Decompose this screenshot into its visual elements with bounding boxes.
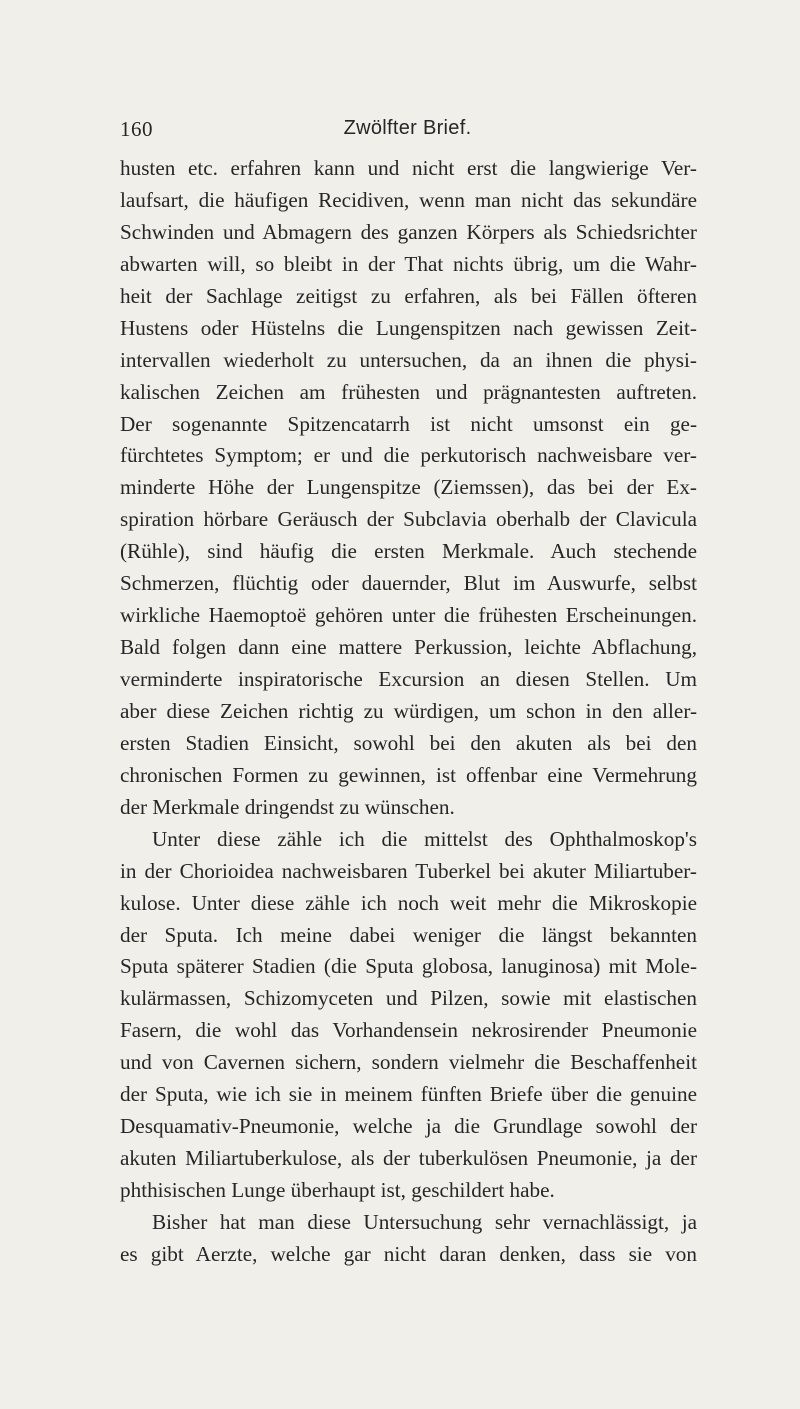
- text-line: der Sputa. Ich meine dabei weniger die längst bekannten: [120, 922, 697, 947]
- text-line: kulärmassen, Schizomyceten und Pilzen, sowie mit elastischen: [120, 986, 697, 1011]
- text-line: intervallen wiederholt zu untersuchen, da an ihnen die physi-: [120, 347, 697, 372]
- text-line: verminderte inspiratorische Excursion an diesen Stellen. Um: [120, 667, 697, 691]
- text-line: Fasern, die wohl das Vorhandensein nekrosirender Pneumonie: [120, 1018, 697, 1043]
- text-line: spiration hörbare Geräusch der Subclavia oberhalb der Clavicula: [120, 507, 697, 532]
- text-line: Bald folgen dann eine mattere Perkussion, leichte Abflachung,: [120, 635, 697, 660]
- running-head: [120, 117, 695, 149]
- text-line: ersten Stadien Einsicht, sowohl bei den akuten als bei den: [120, 730, 697, 755]
- text-line: laufsart, die häufigen Recidiven, wenn man nicht das sekundäre: [120, 187, 697, 212]
- text-line: Schmerzen, flüchtig oder dauernder, Blut im Auswurfe, selbst: [120, 571, 697, 596]
- text-line: kulose. Unter diese zähle ich noch weit mehr die Mikroskopie: [120, 890, 697, 915]
- text-line: in der Chorioidea nachweisbaren Tuberkel bei akuter Miliartuber-: [120, 858, 697, 883]
- page-number: 160: [120, 117, 153, 141]
- text-line: Unter diese zähle ich die mittelst des Ophthalmoskop's: [152, 826, 697, 851]
- text-line: fürchtetes Symptom; er und die perkutorisch nachweisbare ver-: [120, 443, 697, 468]
- text-line: es gibt Aerzte, welche gar nicht daran denken, dass sie von: [120, 1241, 697, 1266]
- text-line: Sputa späterer Stadien (die Sputa globosa, lanuginosa) mit Mole-: [120, 954, 697, 979]
- text-line: akuten Miliartuberkulose, als der tuberkulösen Pneumonie, ja der: [120, 1146, 697, 1171]
- text-line: aber diese Zeichen richtig zu würdigen, um schon in den aller-: [120, 698, 697, 723]
- text-line: kalischen Zeichen am frühesten und prägnantesten auftreten.: [120, 379, 697, 404]
- text-line: (Rühle), sind häufig die ersten Merkmale. Auch stechende: [120, 539, 697, 564]
- text-line: der Merkmale dringendst zu wünschen.: [120, 794, 455, 819]
- text-line: Der sogenannte Spitzencatarrh ist nicht umsonst ein ge-: [120, 411, 697, 436]
- text-line: Bisher hat man diese Untersuchung sehr vernachlässigt, ja: [152, 1209, 697, 1234]
- text-line: phthisischen Lunge überhaupt ist, geschildert habe.: [120, 1178, 555, 1202]
- chapter-title: Zwölfter Brief.: [343, 117, 472, 139]
- text-line: abwarten will, so bleibt in der That nichts übrig, um die Wahr-: [120, 251, 697, 276]
- text-line: und von Cavernen sichern, sondern vielmehr die Beschaffenheit: [120, 1050, 697, 1075]
- body-text: [120, 153, 697, 1271]
- text-line: Hustens oder Hüstelns die Lungenspitzen nach gewissen Zeit-: [120, 315, 697, 340]
- text-line: wirkliche Haemoptoë gehören unter die frühesten Erscheinungen.: [120, 603, 697, 628]
- text-line: der Sputa, wie ich sie in meinem fünften Briefe über die genuine: [120, 1082, 697, 1107]
- text-line: chronischen Formen zu gewinnen, ist offenbar eine Vermehrung: [120, 762, 697, 787]
- text-line: heit der Sachlage zeitigst zu erfahren, als bei Fällen öfteren: [120, 283, 697, 308]
- text-line: Desquamativ-Pneumonie, welche ja die Grundlage sowohl der: [120, 1114, 697, 1139]
- text-line: minderte Höhe der Lungenspitze (Ziemssen), das bei der Ex-: [120, 475, 697, 500]
- text-line: husten etc. erfahren kann und nicht erst die langwierige Ver-: [120, 156, 697, 180]
- text-line: Schwinden und Abmagern des ganzen Körpers als Schiedsrichter: [120, 219, 697, 244]
